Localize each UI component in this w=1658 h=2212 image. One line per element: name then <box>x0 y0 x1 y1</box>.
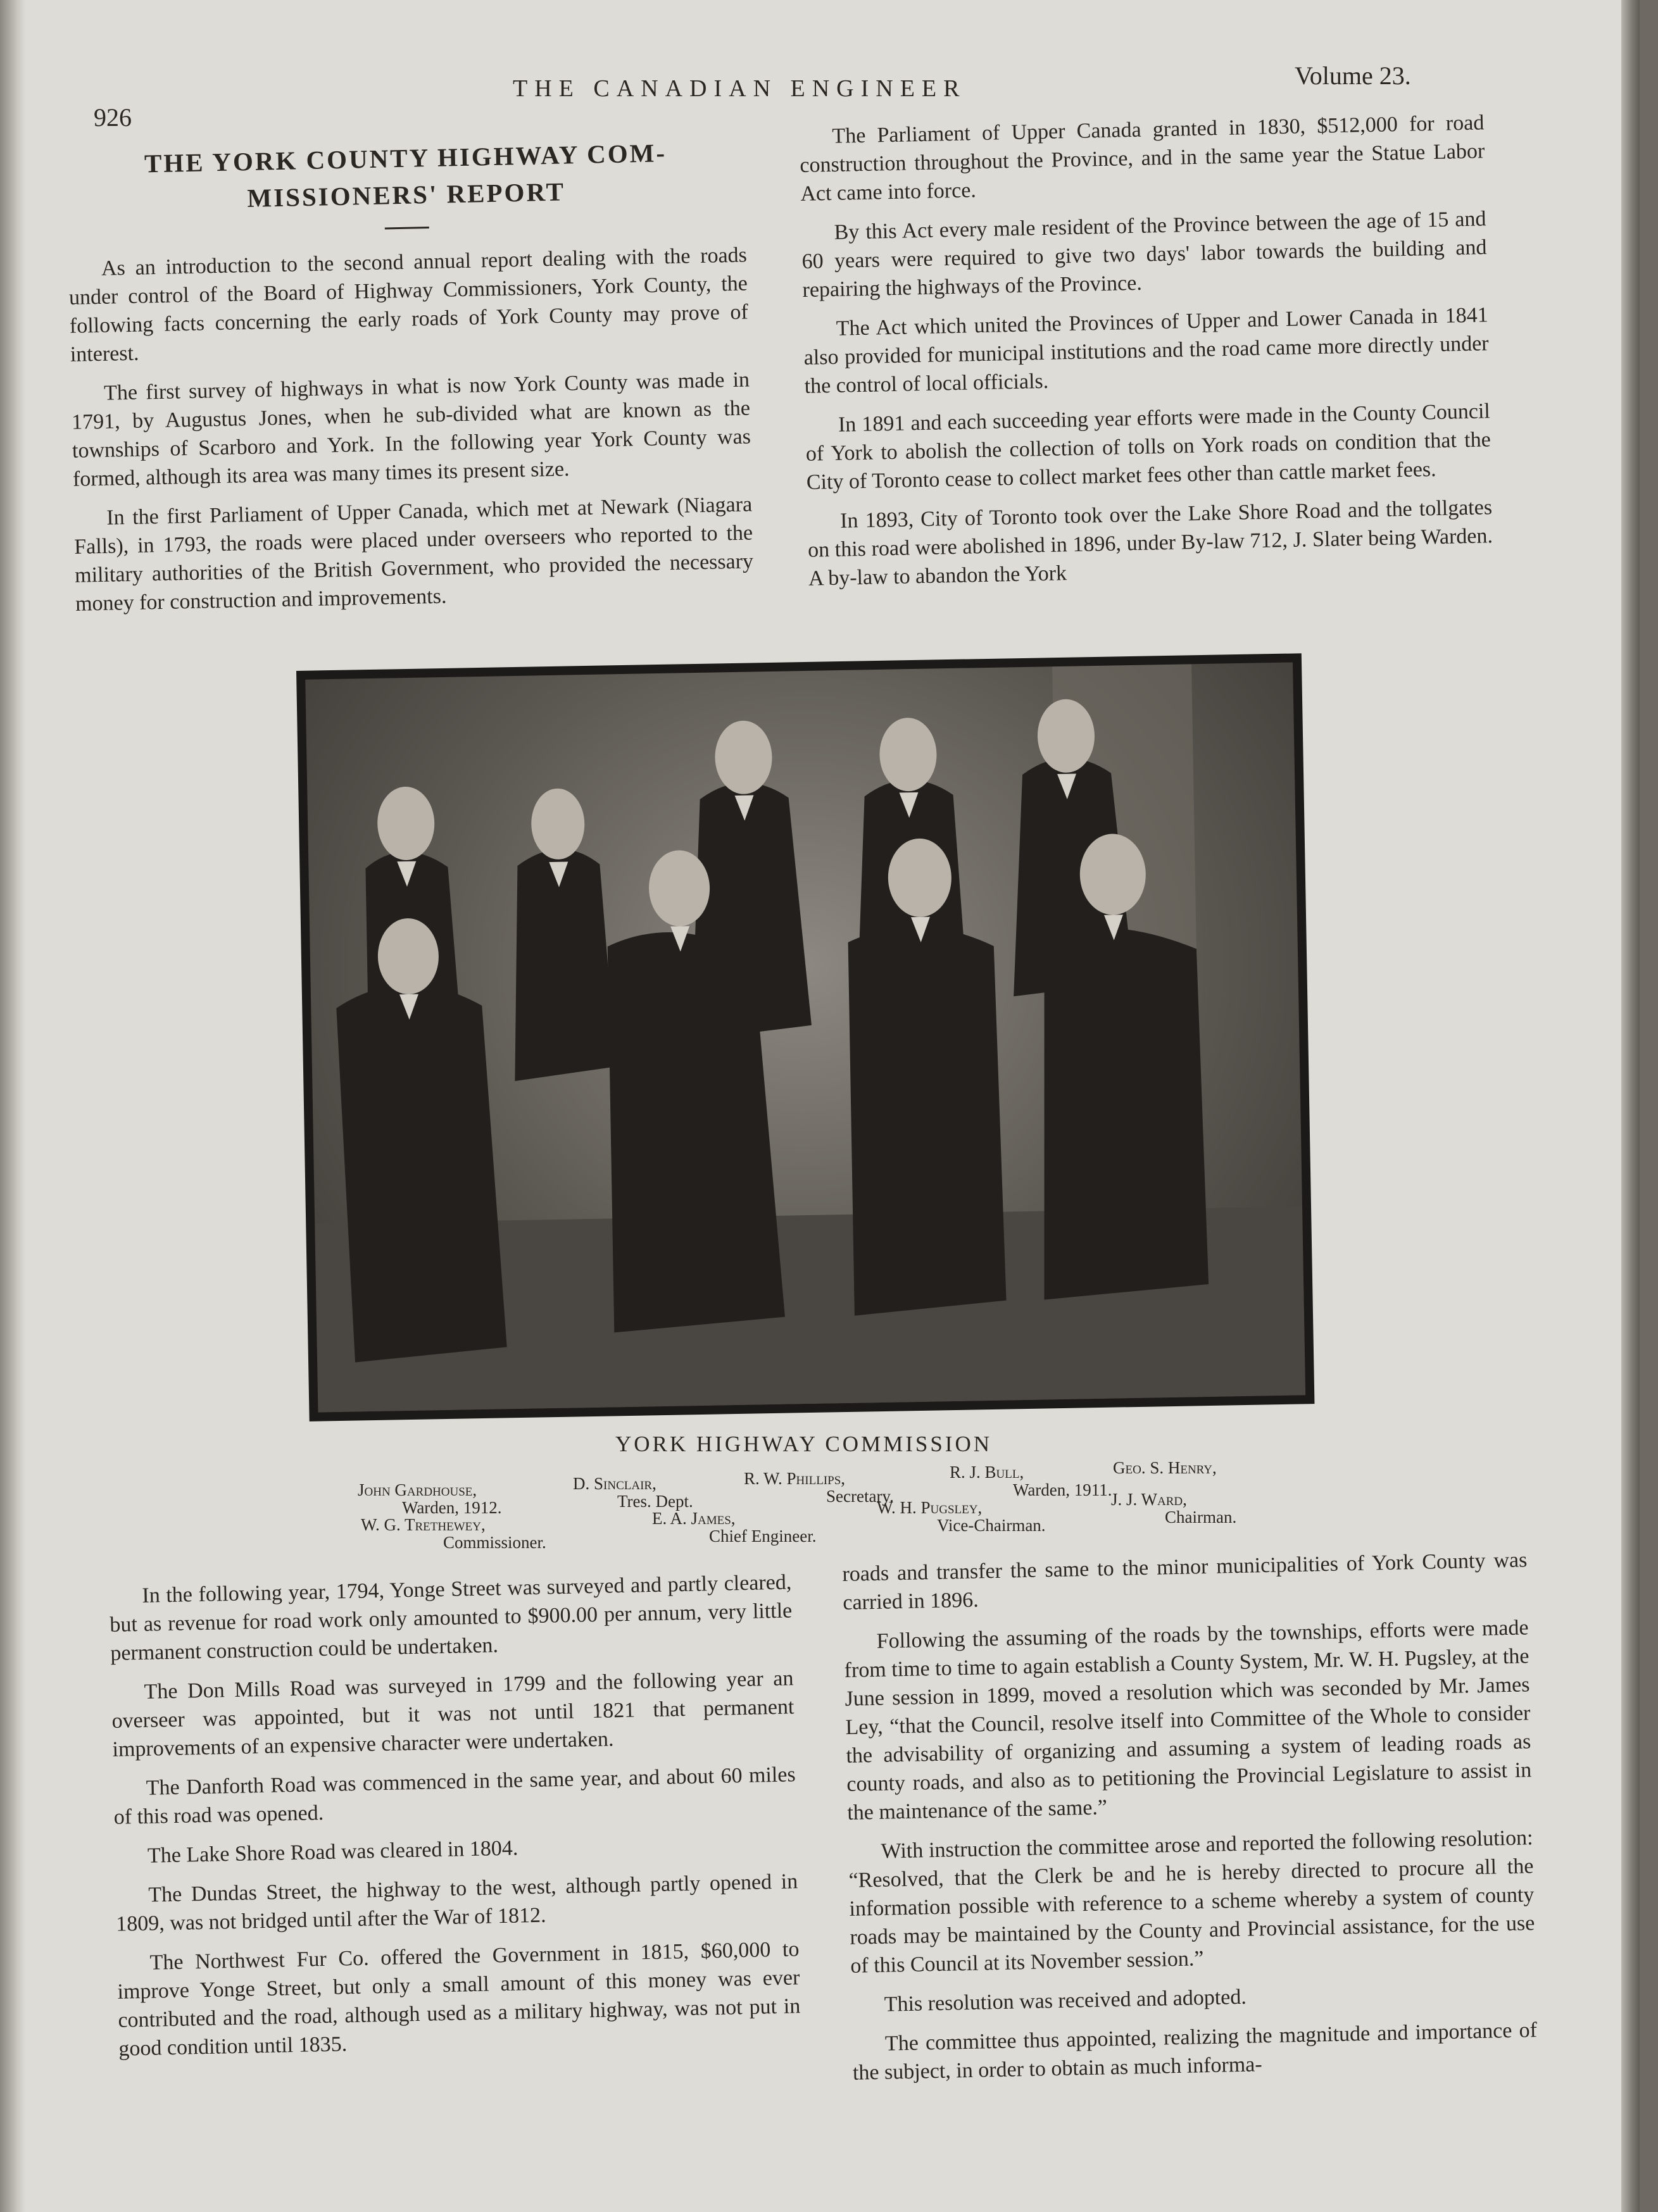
caption-person <box>361 1516 546 1551</box>
paragraph: In the first Parliament of Upper Canada, which met at Newark (Niagara Falls), in 1793, the roads were placed under overseers who reported to the military authorities of the British Government, who provided the necessary money for construction and improvements. <box>73 492 754 616</box>
caption-role: Tres. Dept. <box>617 1492 693 1511</box>
caption-role: Secretary. <box>826 1487 894 1506</box>
caption-person <box>1111 1490 1236 1526</box>
paragraph: The Act which united the Provinces of Upper and Lower Canada in 1841 also provided for municipal institutions and the road came more directly under the control of local officials. <box>803 303 1489 398</box>
article-title-line-2: MISSIONERS' REPORT <box>247 177 566 213</box>
caption-person <box>950 1463 1112 1499</box>
page-edge <box>1621 0 1640 2212</box>
paragraph: The first survey of highways in what is now York County was made in 1791, by Augustus Jones, when he sub-divided what are known as the townships of Scarboro and York. In the following year York County was formed, although its area was many times its present size. <box>71 368 751 491</box>
article-left-column-top <box>66 133 755 629</box>
paragraph: In 1893, City of Toronto took over the Lake Shore Road and the tollgates on this road were abolished in 1896, under By-law 712, J. Slater being Warden. A by-law to abandon the York <box>807 496 1493 590</box>
paragraph: By this Act every male resident of the Province between the age of 15 and 60 years were required to give two days' labor towards the building and repairing the highways of the Province. <box>801 207 1487 302</box>
paragraph: In 1891 and each succeeding year efforts were made in the County Council of York to abolish the collection of tolls on York roads on condition that the City of Toronto cease to collect market fees other than cattle market fees. <box>805 399 1492 494</box>
paragraph: The Lake Shore Road was cleared in 1804. <box>147 1836 518 1868</box>
group-photograph <box>296 653 1314 1422</box>
caption-person <box>573 1475 693 1510</box>
caption-role: Commissioner. <box>443 1533 546 1552</box>
binding-shadow <box>0 0 25 2212</box>
photo-image <box>305 663 1305 1413</box>
paragraph: With instruction the committee arose and reported the following resolution: “Resolved, that the Clerk be and he is hereby directed to procure all the information possible with reference to a scheme whereby a system of county roads may be maintained by the County and Provincial assistance, for the use of this Council at its November session.” <box>848 1826 1535 1978</box>
paragraph: The Parliament of Upper Canada granted in 1830, $512,000 for road construction throughout the Province, and in the same year the Statue Labor Act came into force. <box>800 111 1485 206</box>
paragraph-continuation: roads and transfer the same to the minor municipalities of York County was carried in 1896. <box>842 1548 1528 1615</box>
article-right-column-top <box>799 108 1494 603</box>
article-title-line-1: THE YORK COUNTY HIGHWAY COM- <box>144 138 667 178</box>
caption-name: E. A. James, <box>652 1509 736 1528</box>
caption-person <box>877 1499 1046 1534</box>
article-left-column-bottom <box>109 1568 801 2073</box>
article-right-column-bottom <box>842 1546 1538 2097</box>
caption-role: Chief Engineer. <box>709 1527 817 1546</box>
paragraph: The Danforth Road was commenced in the same year, and about 60 miles of this road was opened. <box>113 1763 796 1829</box>
paragraph: The committee thus appointed, realizing the magnitude and importance of the subject, in order to obtain as much informa- <box>852 2018 1538 2085</box>
caption-name: W. G. Trethewey, <box>361 1515 486 1534</box>
caption-name: R. W. Phillips, <box>744 1469 846 1488</box>
paragraph: This resolution was received and adopted. <box>884 1985 1247 2016</box>
caption-name: J. J. Ward, <box>1111 1490 1187 1509</box>
caption-role: Chairman. <box>1165 1508 1237 1527</box>
caption-role: Warden, 1911. <box>1013 1480 1112 1499</box>
paragraph: The Don Mills Road was surveyed in 1799 and the following year an overseer was appointed, but it was not until 1821 that permanent improvements of an expensive character were undertaken. <box>111 1666 794 1761</box>
caption-person <box>652 1509 816 1545</box>
paragraph: The Northwest Fur Co. offered the Government in 1815, $60,000 to improve Yonge Street, but only a small amount of this money was ever contributed and the road, although used as a military highway, was not put in good condition until 1835. <box>117 1937 801 2061</box>
photo-figures <box>305 663 1305 1413</box>
page-number: 926 <box>94 103 132 132</box>
caption-name: W. H. Pugsley, <box>877 1498 983 1517</box>
volume-label: Volume 23. <box>1295 61 1411 90</box>
paragraph: As an introduction to the second annual report dealing with the roads under control of the Board of Highway Commissioners, York County, the following facts concerning the early roads of York County may prove of interest. <box>68 243 749 366</box>
caption-role: Warden, 1912. <box>402 1498 502 1517</box>
caption-person <box>1113 1459 1217 1477</box>
caption-name: R. J. Bull, <box>950 1463 1024 1482</box>
caption-person <box>358 1481 502 1516</box>
caption-role: Vice-Chairman. <box>937 1516 1046 1535</box>
caption-name: John Gardhouse, <box>358 1480 477 1499</box>
article-title <box>66 133 746 220</box>
caption-person <box>744 1470 894 1505</box>
paragraph: Following the assuming of the roads by the townships, efforts were made from time to time to again establish a County System, Mr. W. H. Pugsley, at the June session in 1899, moved a resolution which was seconded by Mr. James Ley, “that the Council, resolve itself into Committee of the Whole to consider the advisability of organizing and assuming a system of leading roads as county roads, and also as to petitioning the Provincial Legislature to assist in the maintenance of the same.” <box>844 1616 1532 1825</box>
paragraph: In the following year, 1794, Yonge Street was surveyed and partly cleared, but as revenue for road work only amounted to $900.00 per annum, very little permanent construction could be undertaken. <box>110 1570 793 1665</box>
caption-name: D. Sinclair, <box>573 1474 656 1493</box>
photo-caption-title: YORK HIGHWAY COMMISSION <box>615 1432 993 1456</box>
title-rule <box>385 227 429 229</box>
caption-name: Geo. S. Henry, <box>1113 1458 1217 1477</box>
paragraph: The Dundas Street, the highway to the west, although partly opened in 1809, was not bridged until after the War of 1812. <box>115 1870 798 1936</box>
journal-title: THE CANADIAN ENGINEER <box>513 75 967 102</box>
